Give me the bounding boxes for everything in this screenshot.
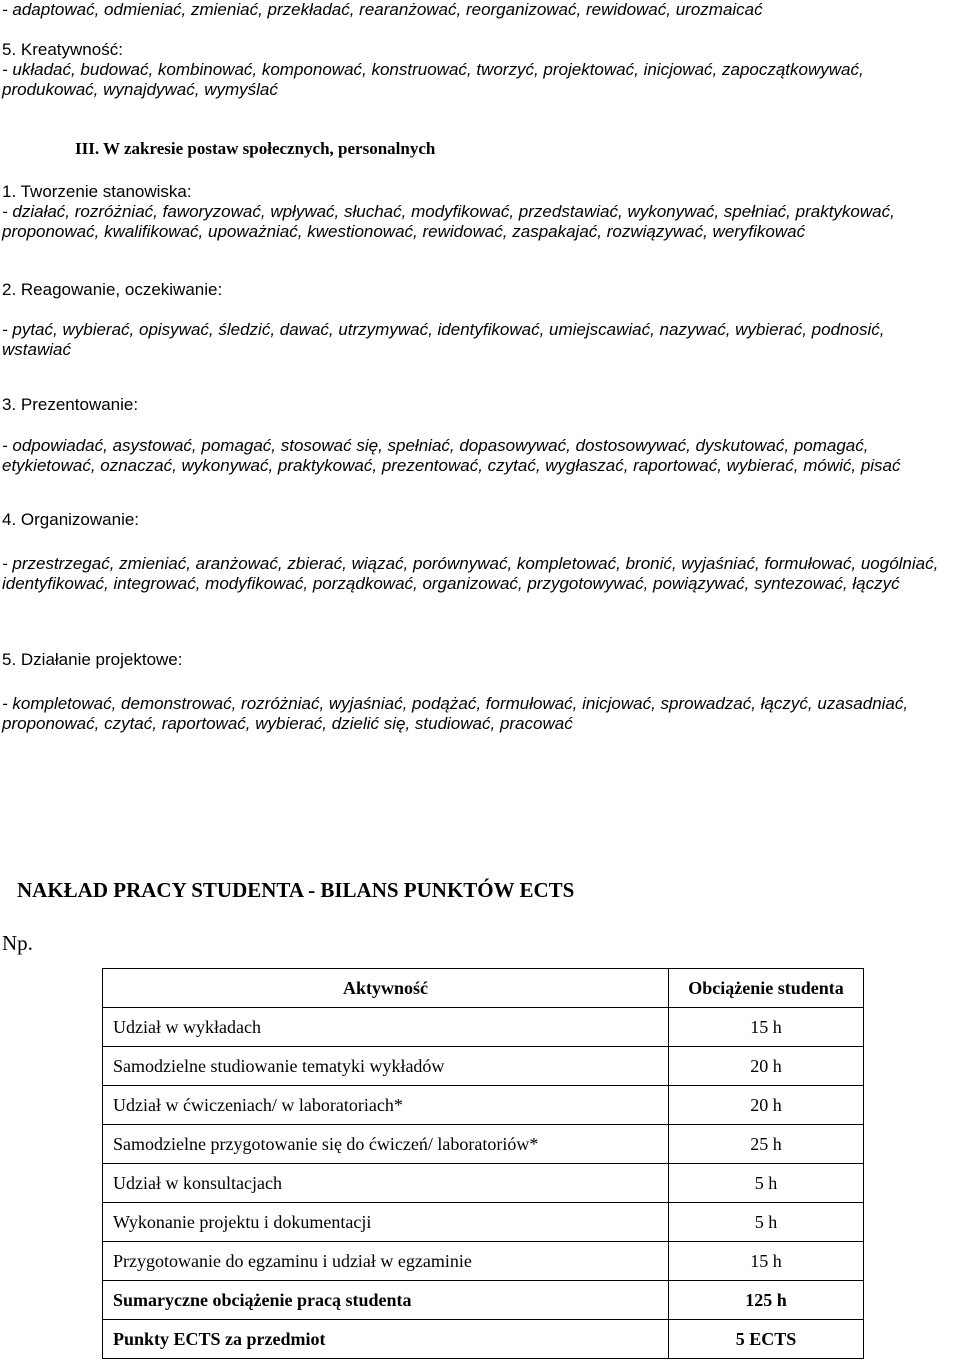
ects-title: NAKŁAD PRACY STUDENTA - BILANS PUNKTÓW ECTS <box>17 878 575 902</box>
table-header-row <box>103 969 864 1008</box>
creativity-title: 5. Kreatywność: <box>2 40 123 59</box>
table-row <box>103 1086 864 1125</box>
row-load: 5 h <box>669 1203 864 1242</box>
row-load: 5 h <box>669 1164 864 1203</box>
section-heading: III. W zakresie postaw społecznych, personalnych <box>75 139 436 158</box>
table-row <box>103 1242 864 1281</box>
row-activity: Samodzielne studiowanie tematyki wykładów <box>103 1047 669 1086</box>
total-load-row <box>103 1281 864 1320</box>
ects-table <box>102 968 864 1359</box>
table-row <box>103 1008 864 1047</box>
row-activity: Przygotowanie do egzaminu i udział w egzaminie <box>103 1242 669 1281</box>
section-5-verbs: - kompletować, demonstrować, rozróżniać, wyjaśniać, podążać, formułować, inicjować, sprowadzać, łączyć, uzasadniać, proponować, czytać, raportować, wybierać, dzielić się, studiować, pracować <box>2 694 909 733</box>
ects-points-value: 5 ECTS <box>669 1320 864 1359</box>
total-load-label: Sumaryczne obciążenie pracą studenta <box>103 1281 669 1320</box>
row-activity: Udział w ćwiczeniach/ w laboratoriach* <box>103 1086 669 1125</box>
row-activity: Samodzielne przygotowanie się do ćwiczeń/ laboratoriów* <box>103 1125 669 1164</box>
total-load-value: 125 h <box>669 1281 864 1320</box>
header-load: Obciążenie studenta <box>669 969 864 1008</box>
row-activity: Udział w konsultacjach <box>103 1164 669 1203</box>
section-1-verbs: - działać, rozróżniać, faworyzować, wpływać, słuchać, modyfikować, przedstawiać, wykonywać, spełniać, praktykować, proponować, kwalifikować, upoważniać, kwestionować, rewidować, zaspakajać, rozwiązywać, weryfikować <box>2 202 895 241</box>
row-load: 15 h <box>669 1242 864 1281</box>
section-2-verbs: - pytać, wybierać, opisywać, śledzić, dawać, utrzymywać, identyfikować, umiejscawiać, nazywać, wybierać, podnosić, wstawiać <box>2 320 885 359</box>
table-row <box>103 1164 864 1203</box>
section-3-title: 3. Prezentowanie: <box>2 395 139 414</box>
ects-points-label: Punkty ECTS za przedmiot <box>103 1320 669 1359</box>
section-4-title: 4. Organizowanie: <box>2 510 140 529</box>
row-load: 20 h <box>669 1086 864 1125</box>
top-verbs-line: - adaptować, odmieniać, zmieniać, przekładać, rearanżować, reorganizować, rewidować, urozmaicać <box>2 0 763 19</box>
section-4-verbs: - przestrzegać, zmieniać, aranżować, zbierać, wiązać, porównywać, kompletować, bronić, wyjaśniać, formułować, uogólniać, identyfikować, integrować, modyfikować, porządkować, organizować, przygotowywać, powiązywać, syntezować, łączyć <box>2 554 939 593</box>
row-activity: Udział w wykładach <box>103 1008 669 1047</box>
row-load: 15 h <box>669 1008 864 1047</box>
ects-points-row <box>103 1320 864 1359</box>
example-label: Np. <box>2 931 33 955</box>
table-row <box>103 1125 864 1164</box>
section-5-title: 5. Działanie projektowe: <box>2 650 183 669</box>
row-load: 25 h <box>669 1125 864 1164</box>
section-1-title: 1. Tworzenie stanowiska: <box>2 182 192 201</box>
section-3-verbs: - odpowiadać, asystować, pomagać, stosować się, spełniać, dopasowywać, dostosowywać, dyskutować, pomagać, etykietować, oznaczać, wykonywać, praktykować, prezentować, czytać, wygłaszać, raportować, wybierać, mówić, pisać <box>2 436 901 475</box>
row-load: 20 h <box>669 1047 864 1086</box>
table-row <box>103 1203 864 1242</box>
section-2-title: 2. Reagowanie, oczekiwanie: <box>2 280 223 299</box>
row-activity: Wykonanie projektu i dokumentacji <box>103 1203 669 1242</box>
table-row <box>103 1047 864 1086</box>
creativity-verbs: - układać, budować, kombinować, komponować, konstruować, tworzyć, projektować, inicjować, zapoczątkowywać, produkować, wynajdywać, wymyślać <box>2 60 864 99</box>
header-activity: Aktywność <box>103 969 669 1008</box>
